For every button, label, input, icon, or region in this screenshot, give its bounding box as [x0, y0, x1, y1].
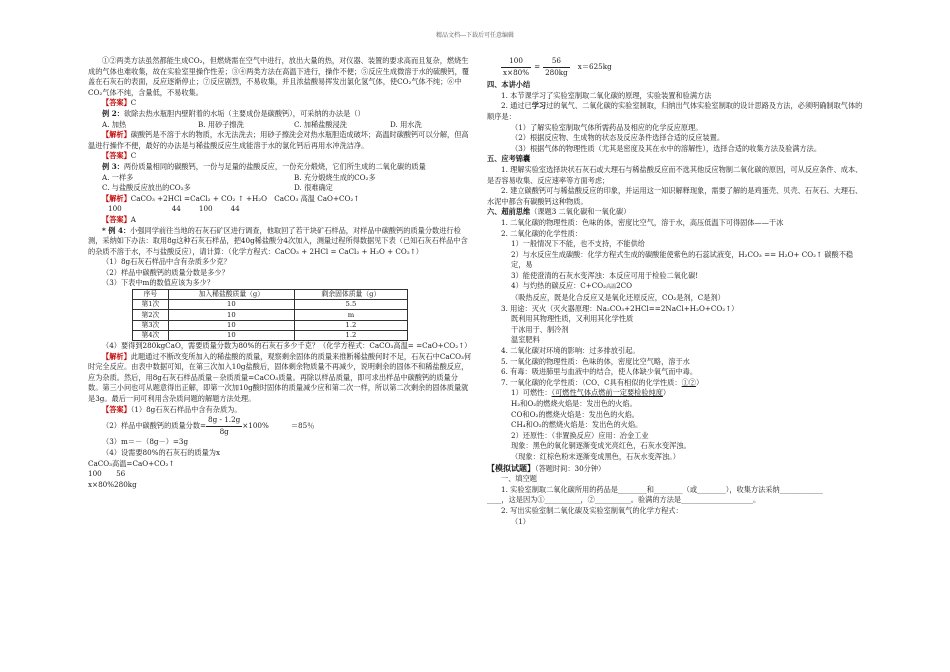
tip-2: 2. 建立碳酸钙可与稀盐酸反应的印象，并运用这一知识解释现象，需要了解的是鸡蛋壳、贝壳、石灰石、大理石、水泥中都含有碳酸钙这种物质。 [487, 186, 863, 206]
co2-uses-c: 温室肥料 [511, 335, 540, 345]
example-3: 例 3：两份质量相同的碳酸钙，一份与足量的盐酸反应，一份充分煅烧，它们所生成的二氧化碳的质量 [102, 161, 426, 171]
question-2: （2）样品中碳酸钙的质量分数是多少？ [102, 267, 229, 277]
fraction: $\frac{8g - 1.2g}{8g}$ [208, 415, 241, 436]
equation-2-numbers: 100 56 [88, 469, 126, 479]
example-2-options: A. 加热 B. 用砂子擦洗 C. 加稀盐酸浸洗 D. 用水洗 [102, 119, 422, 129]
flame-h2: H₂和O₂的燃烧火焰是：发出色的火焰。 [511, 399, 637, 408]
co-reducing-phenomenon-a: 现象：黑色的氧化铜逐渐变成光亮红色，石灰水变浑浊。 [511, 441, 691, 451]
data-table [132, 289, 408, 341]
flame-ch4: CH₄和O₂的燃烧火焰是：发出色的火焰。 [511, 420, 643, 430]
question-3: （3）下表中m的数值应该为多少？ [102, 278, 215, 288]
fill-blank-2a: （1） [511, 516, 530, 526]
co2-chem-3: 3）能使澄清的石灰水变浑浊：本反应可用于检验二氧化碳! [511, 270, 699, 280]
answer-3: 【答案】A [102, 214, 136, 224]
right-column [487, 56, 865, 527]
mock-test-title: 【模拟试题】（答题时间：30分钟） [487, 462, 606, 473]
summary-1: 1. 本节课学习了实验室制取二氧化碳的原理，实验装置和验满方法 [501, 90, 712, 100]
summary-list-2: （2）根据反应物、生成物的状态及反应条件选择合适的反应装置。 [511, 133, 725, 143]
example-2-analysis: 【解析】碳酸钙是不溶于水的物质，水无法洗去；用砂子擦洗会对热水瓶胆造成破坏；高温时碳酸钙可以分解，但高温进行操作不便，最好的办法是与稀盐酸反应生成能溶于水的氯化钙后再用水冲洗洁净。 [88, 130, 469, 150]
flame-co: CO和O₂的燃烧火焰是：发出色的火焰。 [511, 409, 639, 419]
example-4-analysis: 【解析】此题通过不断改变所加入的稀盐酸的质量，观察剩余固体的质量来推断稀盐酸何时不足，石灰石中CaCO₃何时完全反应。由表中数据可知，在第三次加入10g盐酸后，固体剩余物质量不再减少，说明剩余的固体不和稀盐酸反应，应为杂质。然后，用8g石灰石样品质量－杂质质量=CaCO₃质量。再除以样品质量，即可求出样品中碳酸钙的质量分数。第三小问也可从题意得出正解，即第一次加10g酸时固体的质量减少应和第二次一样，所以第二次剩余的固体质量就是3g。最后一问可利用含杂质问题的解题方法处理。 [88, 351, 472, 403]
answer-2: 【答案】C [102, 151, 137, 161]
table-row: 第4次 10 1.2 [133, 330, 408, 340]
table-row: 第3次 10 1.2 [133, 320, 408, 330]
equation-2-last: x×80%280kg [88, 479, 137, 489]
co-chemical: 7. 一氧化碳的化学性质：（CO、C具有相似的化学性质：①②） [501, 377, 704, 387]
answer-tag: 【答案】 [102, 98, 131, 108]
answer-4-part3: （3）m＝－（8g－）=3g [102, 437, 189, 447]
summary-2: 2. 通过已学习过的氧气、二氧化碳的实验室制取，归纳出气体实验室制取的设计思路及方法，必须明确制取气体的顺序是： [487, 101, 863, 121]
calc-proportion: $\frac{100}{x\times 80\%}$ = $\frac{56}{280kg}$ x＝625kg [503, 56, 612, 77]
example-3-options-row2: C. 与盐酸反应放出的CO₂多 D. 很难确定 [102, 183, 333, 193]
co2-uses-b: 干冰用于、制冷剂 [511, 324, 569, 334]
question-4: （4）要得到280kgCaO，需要质量分数为80%的石灰石多少千克？（化学方程式：CaCO₃高温= =CaO+CO₂↑） [102, 341, 472, 350]
example-2: 例 2：欲除去热水瓶胆内壁附着的水垢（主要成份是碳酸钙），可采纳的办法是（） [102, 108, 365, 118]
co-physical: 5. 一氧化碳的物理性质：色味的体，密度比空气略，溶于水 [501, 356, 690, 366]
answer-4-part1: 【答案】（1）8g石灰石样品中含有杂质为。 [102, 404, 242, 414]
tip-1: 1. 理解实验室选择块状石灰石或大理石与稀盐酸反应而不选其他反应物制二氧化碳的原因，可从反应条件、成本、是否容易收集、反应速率等方面考虑； [487, 164, 863, 185]
co2-chem-2: 2）与水反应生成碳酸：化学方程式生成的碳酸能使紫色的石蕊试液变，H₂CO₃ == H₂O+ CO₂↑ 碳酸不稳定，易 [511, 249, 854, 270]
equation-mass-numbers: 100 44 100 44 [108, 204, 240, 214]
co2-uses-a: 既利用其物理性质，又利用其化学性质 [511, 314, 634, 324]
section-5-title: 五、应考锦囊 [487, 154, 531, 164]
table-header-row: 序号 加入稀盐酸质量（g） 剩余固体质量（g） [133, 290, 408, 300]
co2-chem-1: 1）一般情况下不能，也不支持，不能供给 [511, 239, 645, 249]
left-column [88, 56, 472, 490]
co-toxic: 6. 有毒：吸进肺里与血液中的结合，使人体缺少氧气而中毒。 [501, 367, 698, 377]
co2-environment: 4. 二氧化碳对环境的影响：过多排放引起。 [501, 346, 640, 356]
table-row: 第1次 10 5.5 [133, 300, 408, 310]
summary-list-3: （3）根据气体的物理性质（尤其是密度及其在水中的溶解性），选择合适的收集方法及验满方法。 [511, 143, 822, 153]
table-row: 第2次 10 m [133, 310, 408, 320]
example-4: * 例 4：小强同学前往当地的石灰石矿区进行调查，他取回了若干块矿石样品，对样品中碳酸钙的质量分数进行检测，采纳如下办法：取用8g这种石灰石样品，把40g稀盐酸分4次加入，测量过程所得数据见下表（已知石灰石样品中含的杂质不溶于水，不与盐酸反应），请计算：（化学方程式：CaCO₃ + 2HCl = CaCl₂ + H₂O + CO₂↑） [88, 225, 468, 256]
co2-physical: 1. 二氧化碳的物理性质：色味的体，密度比空气，溶于水，高压低温下可得固体——干冰 [501, 217, 784, 227]
summary-list-1: （1）了解实验室制取气体所需药品及相应的化学反应原理。 [511, 122, 703, 132]
fill-blank-1: 1. 实验室制取二氧化碳所用的药品是________和________（或________），收集方法采纳____________ [501, 484, 823, 494]
co2-uses: 3. 用途：灭火（灭火器原理：Na₂CO₃+2HCl==2NaCl+H₂O+CO₂↑） [501, 303, 739, 313]
co2-chemical: 2. 二氧化碳的化学性质： [501, 228, 583, 238]
page-header: 精品文档---下载后可任意编辑 [435, 32, 515, 39]
answer-4-part4: （4）设需要80%的石灰石的质量为x [102, 447, 221, 457]
equation-2: CaCO₃高温=CaO+CO₂↑ [88, 458, 175, 468]
co2-chem-5: （吸热反应，既是化合反应又是氧化还原反应，CO₂是剂，C是剂） [511, 293, 725, 303]
example-3-analysis: 【解析】CaCO₃ +2HCl =CaCl₂ + CO₂ ↑ +H₂O CaCO₃ 高温 CaO+CO₂↑ [102, 193, 360, 203]
answer-4-part2: （2）样品中碳酸钙的质量分数= $\frac{8g - 1.2g}{8g}$ ×100% ＝85％ [102, 415, 315, 436]
co-reducing: 2）还原性：（非置换反应）应用：冶金工业 [511, 430, 649, 440]
fill-blank-1b: ____，这是因为①__________，②__________。验满的方法是____________________。 [487, 495, 761, 505]
section-4-title: 四、本讲小结 [487, 80, 531, 90]
fill-blank-2: 2. 写出实验室制二氧化碳及实验室制氧气的化学方程式： [501, 505, 683, 515]
intro-paragraph: ①②两类方法虽然都能生成CO₂，但燃烧需在空气中进行，放出大量的热，对仪器、装置的要求高而且复杂，燃烧生成的气体也难收集，故在实验室里操作性差；③④两类方法在高温下进行，操作不便；⑤反应生成微溶于水的硫酸钙，覆盖在石灰石的表面，反应逐渐停止；⑦反应剧烈，不易收集，并且浓盐酸易挥发出氯化氢气体，使CO₂气体不纯；⑥中CO₂气体不纯，含量低，不易收集。 [88, 56, 469, 97]
example-3-options-row1: A. 一样多 B. 充分煅烧生成的CO₂多 [102, 172, 376, 182]
co-combustible: 1）可燃性：（可燃性气体点燃前一定要检验纯度） [511, 388, 671, 398]
fill-blank-title: 一、填空题 [501, 474, 537, 484]
co-reducing-phenomenon-b: （现象：红棕色粉末逐渐变成黑色，石灰水变浑浊。） [511, 451, 680, 461]
co2-chem-4: 4）与灼热的碳反应：C+CO₂高温2CO [511, 281, 633, 291]
question-1: （1）8g石灰石样品中含有杂质多少克？ [102, 257, 231, 267]
section-6-title: 六、超前思维（课题3 二氧化碳和一氧化碳） [487, 207, 631, 217]
answer-1: 【答案】C [102, 98, 137, 108]
